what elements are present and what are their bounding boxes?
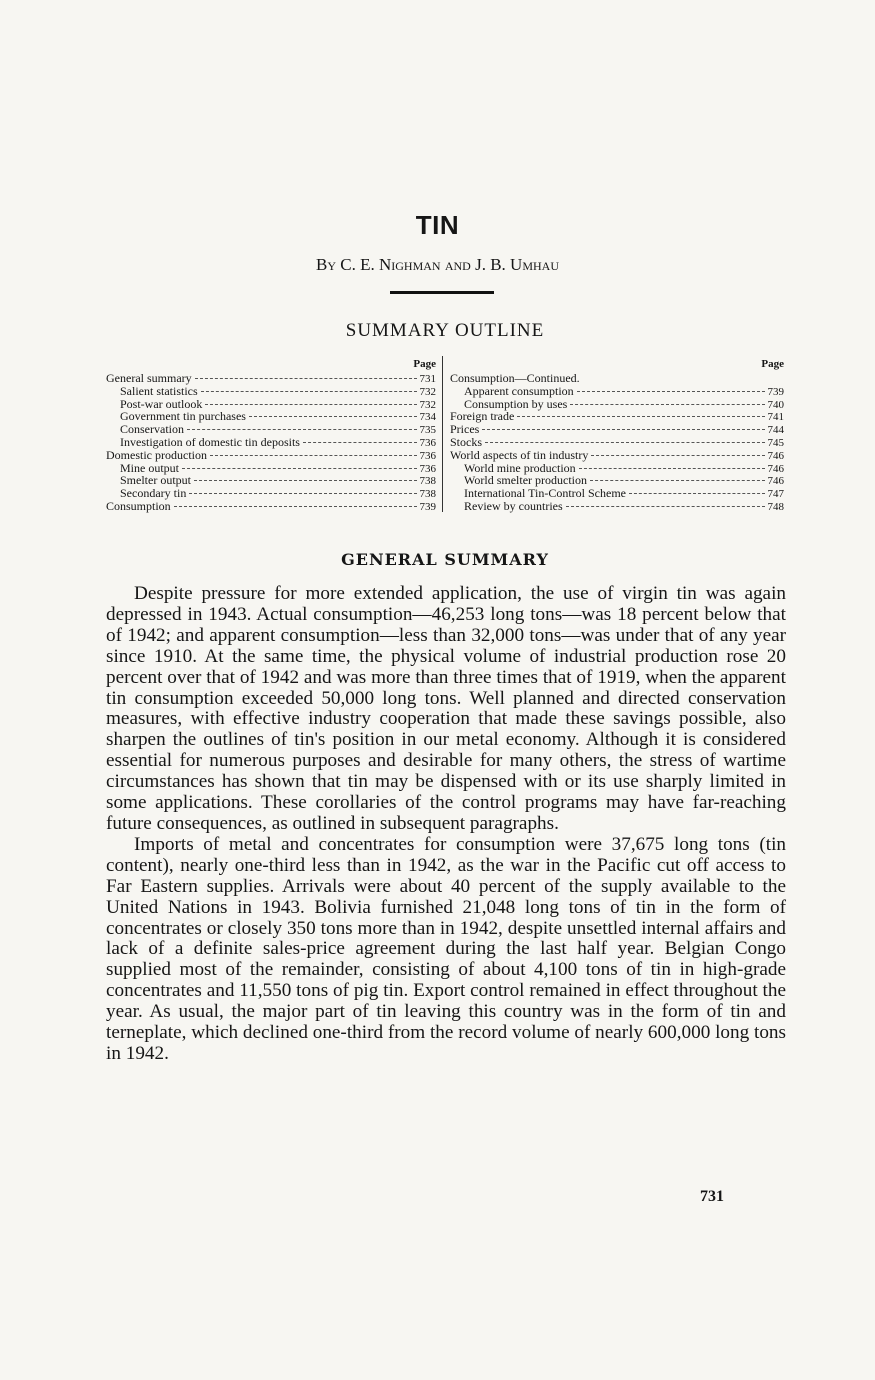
outline-entry-label: Review by countries bbox=[464, 498, 563, 513]
dot-leader bbox=[590, 480, 764, 481]
dot-leader bbox=[517, 416, 764, 417]
outline-entry-page: 745 bbox=[767, 436, 784, 449]
outline-entry-page: 748 bbox=[767, 500, 784, 513]
dot-leader bbox=[591, 455, 764, 456]
outline-right-column bbox=[450, 356, 784, 513]
outline-entry-page: 738 bbox=[419, 488, 436, 501]
dot-leader bbox=[485, 442, 764, 443]
outline-entry-page: 740 bbox=[767, 398, 784, 411]
dot-leader bbox=[249, 416, 417, 417]
dot-leader bbox=[195, 378, 417, 379]
outline-entry-page: 735 bbox=[419, 424, 436, 437]
outline-entry-page: 746 bbox=[767, 449, 784, 462]
outline-left-column bbox=[106, 356, 436, 513]
page-column-header: Page bbox=[761, 358, 784, 370]
dot-leader bbox=[187, 429, 417, 430]
outline-entry-label: Consumption—Continued. bbox=[450, 371, 580, 385]
dot-leader bbox=[577, 391, 765, 392]
outline-entry-label: Mine output bbox=[120, 460, 179, 475]
dot-leader bbox=[303, 442, 417, 443]
dot-leader bbox=[566, 506, 765, 507]
dot-leader bbox=[210, 455, 417, 456]
outline-entry-label: Investigation of domestic tin deposits bbox=[120, 434, 300, 449]
outline-entry-page: 739 bbox=[419, 500, 436, 513]
outline-entry-page: 736 bbox=[419, 462, 436, 475]
outline-entry-page: 732 bbox=[419, 385, 436, 398]
outline-entry-label: Domestic production bbox=[106, 447, 207, 462]
dot-leader bbox=[579, 468, 765, 469]
outline-entry bbox=[106, 385, 436, 398]
page-title: TIN bbox=[415, 210, 460, 240]
outline-entry-page: 741 bbox=[767, 411, 784, 424]
dot-leader bbox=[570, 404, 764, 405]
dot-leader bbox=[182, 468, 417, 469]
outline-entry-page: 746 bbox=[767, 462, 784, 475]
dot-leader bbox=[629, 493, 765, 494]
outline-entry-label: Secondary tin bbox=[120, 486, 187, 501]
outline-entry bbox=[450, 500, 784, 513]
outline-entry-label: World mine production bbox=[464, 460, 576, 475]
outline-entry-label: Prices bbox=[450, 422, 480, 437]
dot-leader bbox=[189, 493, 416, 494]
outline-entry-label: World aspects of tin industry bbox=[450, 447, 589, 462]
outline-entry bbox=[106, 500, 436, 513]
dot-leader bbox=[201, 391, 417, 392]
page-number: 731 bbox=[700, 1188, 724, 1205]
outline-entry-page: 734 bbox=[419, 411, 436, 424]
paragraph: Despite pressure for more extended application, the use of virgin tin was again depressed in 1943. Actual consumption—46,253 long tons—was 18 percent below that of 1942; and apparent consumption—less than 32,000 tons—was under that of any year since 1910. At the same time, the physical volume of industrial production rose 20 percent over that of 1942 and was more than three times that of 1919, when the apparent tin consumption exceeded 50,000 long tons. Well planned and directed conservation measures, with effective industry cooperation that made these savings possible, also sharpen the outlines of tin's position in our metal economy. Although it is considered essential for numerous purposes and desirable for many others, the stress of wartime circumstances has shown that tin may be dispensed with or its use sharply limited in some applications. These corollaries of the control programs may have far-reaching future consequences, as outlined in subsequent paragraphs. bbox=[106, 583, 786, 834]
outline-entry-label: Stocks bbox=[450, 434, 483, 449]
page-column-header: Page bbox=[413, 358, 436, 370]
outline-entry-label: International Tin-Control Scheme bbox=[464, 486, 626, 501]
outline-entry-page: 731 bbox=[419, 373, 436, 385]
paragraph: Imports of metal and concentrates for consumption were 37,675 long tons (tin content), nearly one-third less than in 1942, as the war in the Pacific cut off access to Far Eastern supplies. Arrivals were about 40 percent of the supply available to the United Nations in 1943. Bolivia furnished 21,048 long tons of tin in the form of concentrates or closely 350 tons more than in 1942, despite unsettled internal affairs and lack of a definite sales-price agreement during the last half year. Belgian Congo supplied most of the remainder, consisting of about 4,100 tons of tin in high-grade concentrates and 11,550 tons of pig tin. Export control remained in effect throughout the year. As usual, the major part of tin leaving this country was in the form of tin and terneplate, which declined one-third from the record volume of nearly 600,000 long tons in 1942. bbox=[106, 833, 786, 1064]
outline-entry bbox=[450, 436, 784, 449]
dot-leader bbox=[194, 480, 417, 481]
outline-entry-label: Government tin purchases bbox=[120, 409, 246, 424]
outline-entry-label: Consumption bbox=[106, 498, 171, 513]
outline-entry-page: 739 bbox=[767, 385, 784, 398]
outline-entry-label: Salient statistics bbox=[120, 383, 198, 398]
outline-entry-page: 736 bbox=[419, 449, 436, 462]
outline-entry bbox=[450, 385, 784, 398]
outline-entry-page: 744 bbox=[767, 424, 784, 437]
outline-entry-label: Conservation bbox=[120, 422, 184, 437]
section-heading: GENERAL SUMMARY bbox=[341, 550, 549, 569]
outline-entry-label: Smelter output bbox=[120, 473, 191, 488]
outline-entry-label: Foreign trade bbox=[450, 409, 515, 424]
outline-entry-label: General summary bbox=[106, 371, 192, 385]
outline-entry-label: Consumption by uses bbox=[464, 396, 568, 411]
outline-entry-label: Post-war outlook bbox=[120, 396, 203, 411]
outline-entry bbox=[106, 372, 436, 385]
dot-leader bbox=[174, 506, 417, 507]
outline-entry bbox=[106, 436, 436, 449]
outline-entry bbox=[450, 449, 784, 462]
outline-entry-page: 746 bbox=[767, 475, 784, 488]
outline-entry-label: World smelter production bbox=[464, 473, 588, 488]
outline-entry bbox=[450, 423, 784, 436]
summary-outline-heading: SUMMARY OUTLINE bbox=[345, 320, 545, 341]
outline-entry bbox=[106, 449, 436, 462]
author-byline: By C. E. Nighman and J. B. Umhau bbox=[316, 255, 559, 274]
outline-entry-page: 738 bbox=[419, 475, 436, 488]
outline-divider bbox=[442, 356, 443, 512]
outline-entry bbox=[450, 410, 784, 423]
dot-leader bbox=[205, 404, 416, 405]
outline-entry-label: Apparent consumption bbox=[464, 383, 574, 398]
dot-leader bbox=[482, 429, 764, 430]
title-rule bbox=[390, 291, 494, 294]
outline-entry-page: 736 bbox=[419, 436, 436, 449]
outline-entry-page: 732 bbox=[419, 398, 436, 411]
outline-entry-page: 747 bbox=[767, 488, 784, 501]
body-text bbox=[106, 584, 786, 1065]
outline-entry bbox=[450, 372, 784, 385]
